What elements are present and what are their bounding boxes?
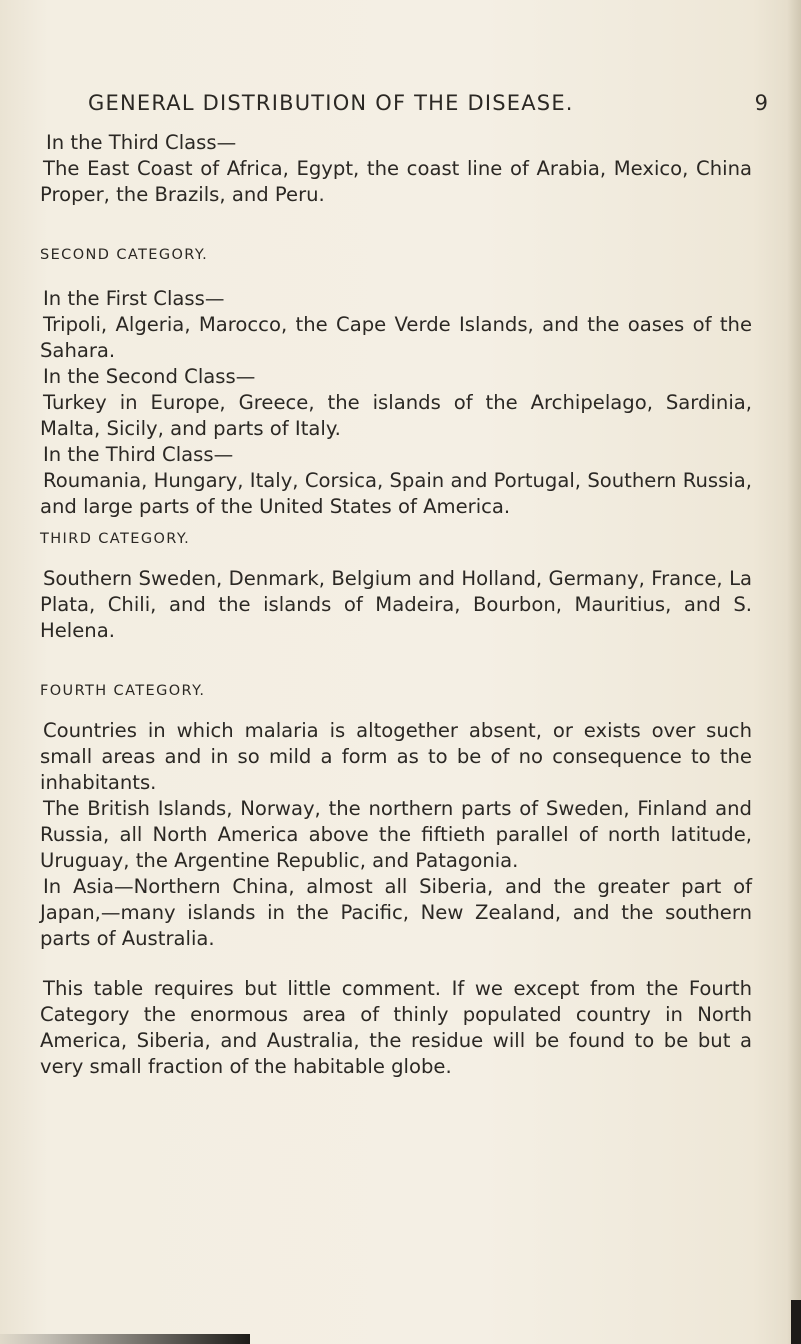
- comment-paragraph: This table requires but little comment. If we except from the Fourth Category the enormous area of thinly populated country in North America, Siberia, and Australia, the residue will be found to be but a very small fraction of the habitable globe.: [40, 977, 752, 1078]
- fourth-category-europe-text: The British Islands, Norway, the northern parts of Sweden, Finland and Russia, all North America above the fiftieth parallel of north latitude, Uruguay, the Argentine Republic, and Patagonia.: [40, 797, 752, 872]
- third-class-label: In the Third Class—: [46, 131, 237, 154]
- second-cat-second-class-label: In the Second Class—: [43, 365, 256, 388]
- third-class-text: The East Coast of Africa, Egypt, the coast line of Arabia, Mexico, China Proper, the Brazils, and Peru.: [40, 157, 752, 206]
- running-title: GENERAL DISTRIBUTION OF THE DISEASE.: [88, 91, 574, 115]
- second-cat-first-class-label: In the First Class—: [43, 287, 225, 310]
- second-cat-third-class-label: In the Third Class—: [43, 443, 234, 466]
- second-cat-first-class-text: Tripoli, Algeria, Marocco, the Cape Verde Islands, and the oases of the Sahara.: [40, 313, 752, 362]
- fourth-category-intro: Countries in which malaria is altogether absent, or exists over such small areas and in so mild a form as to be of no consequence to the inhabitants.: [40, 719, 752, 794]
- third-category-heading: THIRD CATEGORY.: [40, 531, 191, 547]
- scan-bottom-mark: [0, 1334, 250, 1344]
- page-body: [40, 130, 752, 1080]
- second-cat-third-class-text: Roumania, Hungary, Italy, Corsica, Spain and Portugal, Southern Russia, and large parts of the United States of America.: [40, 469, 752, 518]
- page-edge-shadow: [787, 0, 801, 1344]
- fourth-category-heading: FOURTH CATEGORY.: [40, 683, 206, 699]
- second-cat-second-class-text: Turkey in Europe, Greece, the islands of the Archipelago, Sardinia, Malta, Sicily, and parts of Italy.: [40, 391, 752, 440]
- page-number: 9: [754, 91, 768, 115]
- page-header: [88, 88, 768, 120]
- scan-edge-mark: [791, 1300, 801, 1344]
- fourth-category-asia-text: In Asia—Northern China, almost all Siberia, and the greater part of Japan,—many islands in the Pacific, New Zealand, and the southern parts of Australia.: [40, 875, 752, 950]
- third-category-text: Southern Sweden, Denmark, Belgium and Holland, Germany, France, La Plata, Chili, and the islands of Madeira, Bourbon, Mauritius, and S. Helena.: [40, 567, 752, 642]
- second-category-heading: SECOND CATEGORY.: [40, 247, 209, 263]
